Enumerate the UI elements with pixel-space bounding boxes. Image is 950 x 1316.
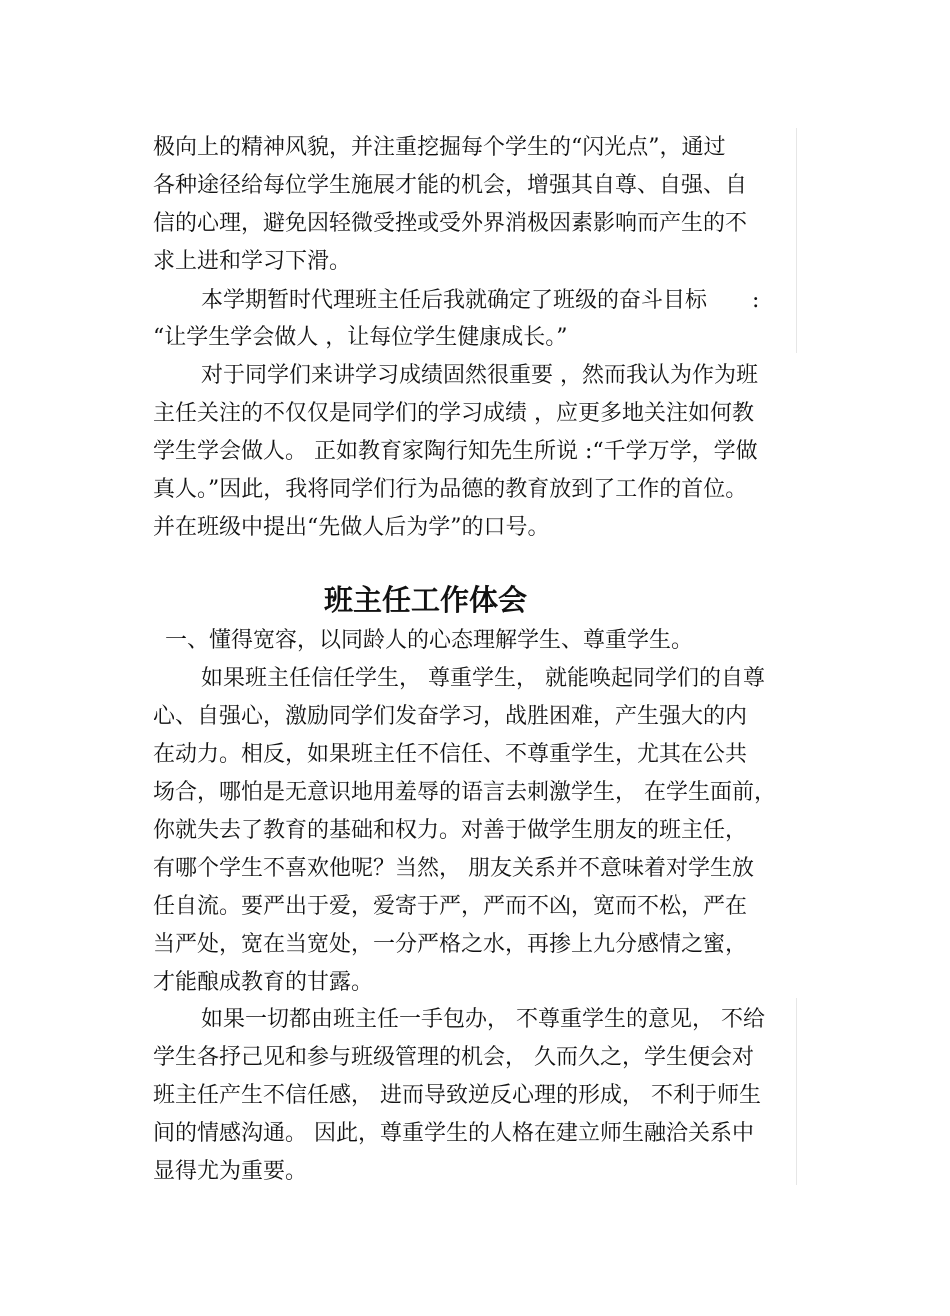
para3-line-1: 对于同学们来讲学习成绩固然很重要 ，然而我认为作为班	[201, 363, 758, 388]
para1-line-1: 极向上的精神风貌，并注重挖掘每个学生的“闪光点”，通过	[153, 135, 726, 160]
para3-line-3: 学生学会做人。 正如教育家陶行知先生所说 :“千学万学，学做	[153, 439, 758, 464]
para4-line-8: 当严处，宽在当宽处，一分严格之水，再掺上九分感情之蜜，	[153, 932, 748, 957]
section-title: 班主任工作体会	[324, 583, 528, 617]
para2-line-1: 本学期暂时代理班主任后我就确定了班级的奋斗目标	[201, 288, 708, 313]
para5-line-4: 间的情感沟通。 因此，尊重学生的人格在建立师生融洽关系中	[153, 1121, 754, 1146]
para4-line-3: 在动力。相反，如果班主任不信任、不尊重学生，尤其在公共	[153, 742, 748, 767]
para5-line-5: 显得尤为重要。	[153, 1159, 308, 1184]
para2-line-2: “让学生学会做人 ，让每位学生健康成长。”	[153, 325, 568, 350]
para1-line-2: 各种途径给每位学生施展才能的机会，增强其自尊、自强、自	[153, 173, 748, 198]
para1-line-4: 求上进和学习下滑。	[153, 249, 352, 274]
para4-line-9: 才能酿成教育的甘露。	[153, 970, 374, 995]
para2-colon: :	[752, 288, 760, 313]
subheading: 一、懂得宽容，以同龄人的心态理解学生、尊重学生。	[165, 628, 694, 653]
para5-line-2: 学生各抒己见和参与班级管理的机会， 久而久之，学生便会对	[153, 1045, 754, 1070]
para4-line-6: 有哪个学生不喜欢他呢？当然， 朋友关系并不意味着对学生放	[153, 856, 754, 881]
para4-line-4: 场合，哪怕是无意识地用羞辱的语言去刺激学生， 在学生面前，	[153, 780, 776, 805]
margin-rule-top	[796, 128, 797, 353]
para1-line-3: 信的心理，避免因轻微受挫或受外界消极因素影响而产生的不	[153, 211, 748, 236]
margin-rule-bottom	[796, 998, 797, 1185]
para3-line-5: 并在班级中提出“先做人后为学”的口号。	[153, 515, 550, 540]
para4-line-7: 任自流。要严出于爱，爱寄于严，严而不凶，宽而不松，严在	[153, 894, 748, 919]
para3-line-4: 真人。”因此，我将同学们行为品德的教育放到了工作的首位。	[153, 477, 748, 502]
para5-line-3: 班主任产生不信任感， 进而导致逆反心理的形成， 不利于师生	[153, 1083, 761, 1108]
para4-line-1: 如果班主任信任学生， 尊重学生， 就能唤起同学们的自尊	[201, 666, 765, 691]
para5-line-1: 如果一切都由班主任一手包办， 不尊重学生的意见， 不给	[201, 1007, 765, 1032]
para4-line-2: 心、自强心，激励同学们发奋学习，战胜困难，产生强大的内	[153, 704, 748, 729]
para3-line-2: 主任关注的不仅仅是同学们的学习成绩 ，应更多地关注如何教	[153, 401, 754, 426]
para4-line-5: 你就失去了教育的基础和权力。对善于做学生朋友的班主任，	[153, 818, 748, 843]
